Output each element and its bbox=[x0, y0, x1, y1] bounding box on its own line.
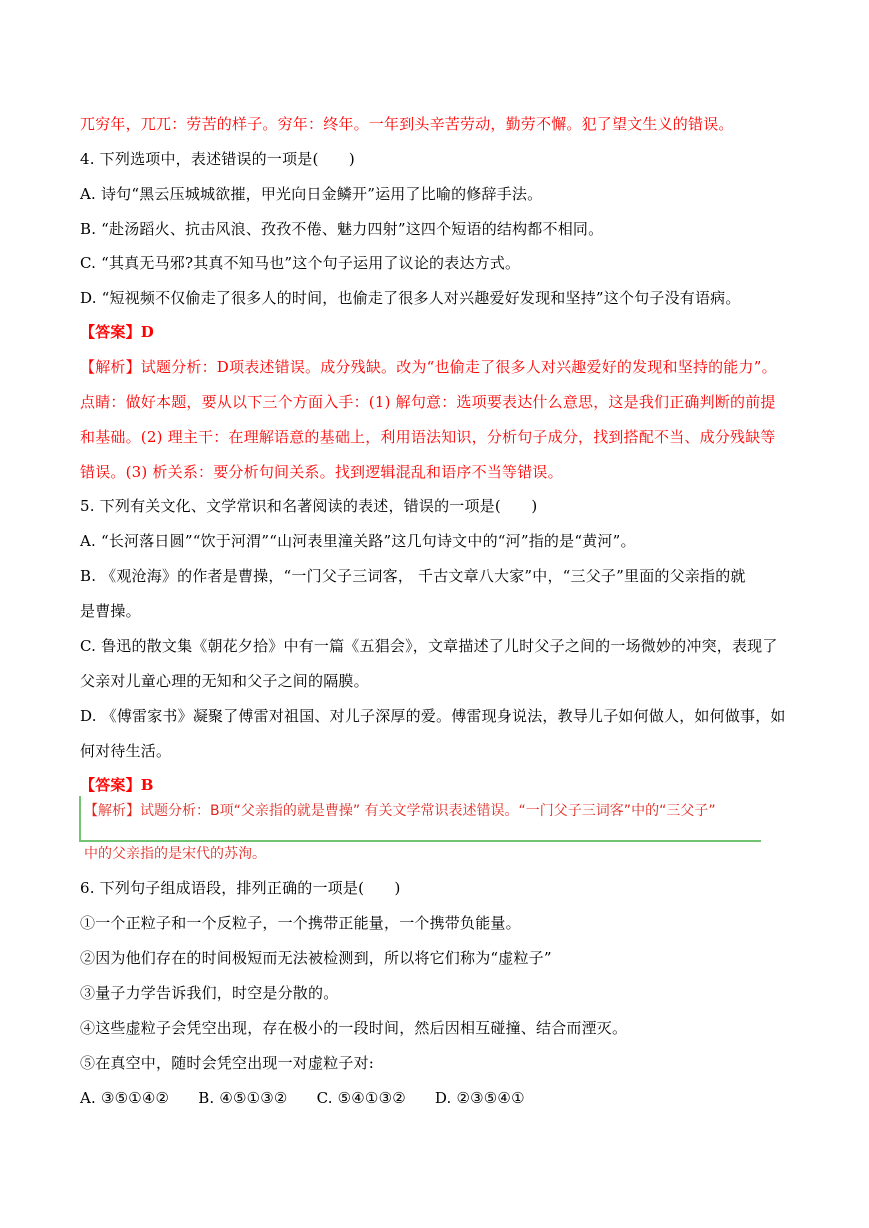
q4-explanation-line: 和基础。(2) 理主干：在理解语意的基础上，利用语法知识，分析句子成分，找到搭配不当、成分残缺等 bbox=[80, 428, 776, 446]
q5-explanation-line: 【解析】试题分析：B项“父亲指的就是曹操” 有关文学常识表述错误。“一门父子三词客”中的“三父子” bbox=[84, 803, 716, 819]
q6-option-b: B. ④⑤①③② bbox=[198, 1089, 288, 1107]
q6-sentence: ①一个正粒子和一个反粒子，一个携带正能量，一个携带负能量。 bbox=[80, 914, 521, 932]
q5-answer: 【答案】B bbox=[80, 776, 154, 794]
q5-question: 5. 下列有关文化、文学常识和名著阅读的表述，错误的一项是( ) bbox=[80, 497, 538, 515]
q6-sentence: ⑤在真空中，随时会凭空出现一对虚粒子对: bbox=[80, 1054, 375, 1072]
q6-options bbox=[80, 1088, 795, 1108]
q4-option-d: D. “短视频不仅偷走了很多人的时间，也偷走了很多人对兴趣爱好发现和坚持”这个句子没有语病。 bbox=[80, 289, 741, 307]
q5-option-line: 是曹操。 bbox=[80, 602, 141, 620]
q5-option-line: 父亲对儿童心理的无知和父子之间的隔膜。 bbox=[80, 672, 369, 690]
q6-sentence: ②因为他们存在的时间极短而无法被检测到，所以将它们称为“虚粒子” bbox=[80, 949, 552, 967]
q4-explanation-line: 点睛：做好本题，要从以下三个方面入手：(1) 解句意：选项要表达什么意思，这是我们正确判断的前提 bbox=[80, 393, 776, 411]
q4-explanation-line: 【解析】试题分析：D项表述错误。成分残缺。改为“也偷走了很多人对兴趣爱好的发现和坚持的能力”。 bbox=[80, 358, 777, 376]
q4-explanation-line: 错误。(3) 析关系：要分析句间关系。找到逻辑混乱和语序不当等错误。 bbox=[80, 463, 563, 481]
q5-option-line: A. “长河落日圆”“饮于河渭”“山河表里潼关路”这几句诗文中的“河”指的是“黄河”。 bbox=[80, 532, 636, 550]
q5-option-line: C. 鲁迅的散文集《朝花夕拾》中有一篇《五猖会》，文章描述了儿时父子之间的一场微妙的冲突，表现了 bbox=[80, 637, 778, 655]
q4-option-a: A. 诗句“黑云压城城欲摧，甲光向日金鳞开”运用了比喻的修辞手法。 bbox=[80, 185, 543, 203]
q6-sentence: ④这些虚粒子会凭空出现，存在极小的一段时间，然后因相互碰撞、结合而湮灭。 bbox=[80, 1019, 628, 1037]
q5-option-line: B. 《观沧海》的作者是曹操，“一门父子三词客， 千古文章八大家”中，“三父子”里面的父亲指的就 bbox=[80, 567, 746, 585]
q3-explanation-tail: 兀穷年，兀兀：劳苦的样子。穷年：终年。一年到头辛苦劳动，勤劳不懈。犯了望文生义的错误。 bbox=[80, 115, 734, 133]
q4-answer: 【答案】D bbox=[80, 323, 155, 341]
q6-question: 6. 下列句子组成语段，排列正确的一项是( ) bbox=[80, 879, 401, 897]
q5-option-line: D. 《傅雷家书》凝聚了傅雷对祖国、对儿子深厚的爱。傅雷现身说法，教导儿子如何做人，如何做事，如 bbox=[80, 707, 786, 725]
q5-explanation-line: 中的父亲指的是宋代的苏洵。 bbox=[84, 846, 266, 862]
q6-option-c: C. ⑤④①③② bbox=[316, 1089, 406, 1107]
q4-option-c: C. “其真无马邪?其真不知马也”这个句子运用了议论的表达方式。 bbox=[80, 254, 521, 272]
q4-option-b: B. “赴汤蹈火、抗击风浪、孜孜不倦、魅力四射”这四个短语的结构都不相同。 bbox=[80, 220, 604, 238]
q4-question: 4. 下列选项中，表述错误的一项是( ) bbox=[80, 150, 355, 168]
q5-explanation-box bbox=[79, 796, 761, 862]
q6-option-d: D. ②③⑤④① bbox=[434, 1089, 525, 1107]
q6-sentence: ③量子力学告诉我们，时空是分散的。 bbox=[80, 984, 339, 1002]
q5-option-line: 何对待生活。 bbox=[80, 742, 172, 760]
q6-option-a: A. ③⑤①④② bbox=[80, 1089, 170, 1107]
